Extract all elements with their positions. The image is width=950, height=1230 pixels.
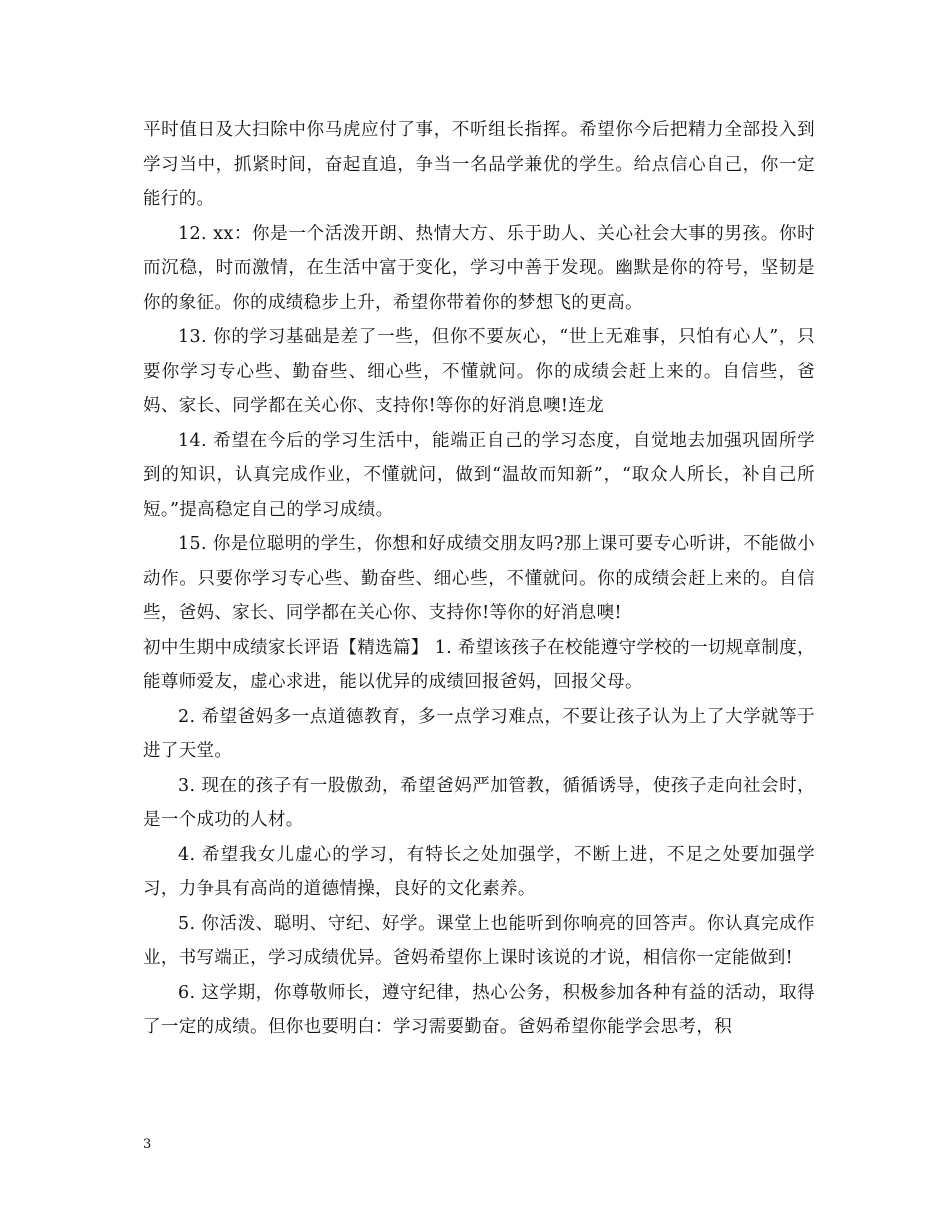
page-number: 3 [143,1137,152,1152]
section-heading: 初中生期中成绩家长评语【精选篇】 [143,637,429,658]
paragraph-12: 12. xx：你是一个活泼开朗、热情大方、乐于助人、关心社会大事的男孩。你时而沉稳，时而激情，在生活中富于变化，学习中善于发现。幽默是你的符号，坚韧是你的象征。你的成绩稳步上升，希望你带着你的梦想飞的更高。 [143,223,815,313]
paragraph-1-with-heading [143,631,815,700]
paragraph-1-text: 1. 希望该孩子在校能遵守学校的一切规章制度，能尊师爱友，虚心求进，能以优异的成绩回报爸妈，回报父母。 [143,637,815,692]
paragraph-13: 13. 你的学习基础是差了一些，但你不要灰心，“世上无难事，只怕有心人”，只要你学习专心些、勤奋些、细心些，不懂就问。你的成绩会赶上来的。自信些，爸妈、家长、同学都在关心你、支持你!等你的好消息噢!连龙 [143,327,815,416]
paragraph-4: 4. 希望我女儿虚心的学习，有特长之处加强学，不断上进，不足之处要加强学习，力争具有高尚的道德情操，良好的文化素养。 [143,844,815,899]
paragraph-continued: 平时值日及大扫除中你马虎应付了事，不听组长指挥。希望你今后把精力全部投入到学习当中，抓紧时间，奋起直追，争当一名品学兼优的学生。给点信心自己，你一定能行的。 [143,120,815,209]
paragraph-15: 15. 你是位聪明的学生，你想和好成绩交朋友吗?那上课可要专心听讲，不能做小动作。只要你学习专心些、勤奋些、细心些，不懂就问。你的成绩会赶上来的。自信些，爸妈、家长、同学都在关心你、支持你!等你的好消息噢! [143,534,815,623]
paragraph-2: 2. 希望爸妈多一点道德教育，多一点学习难点，不要让孩子认为上了大学就等于进了天堂。 [143,706,815,761]
paragraph-14: 14. 希望在今后的学习生活中，能端正自己的学习态度，自觉地去加强巩固所学到的知识，认真完成作业，不懂就问，做到“温故而知新”，“取众人所长，补自己所短。”提高稳定自己的学习成绩。 [143,430,815,520]
paragraph-3: 3. 现在的孩子有一股傲劲，希望爸妈严加管教，循循诱导，使孩子走向社会时，是一个成功的人材。 [143,775,815,830]
paragraph-6: 6. 这学期，你尊敬师长，遵守纪律，热心公务，积极参加各种有益的活动，取得了一定的成绩。但你也要明白：学习需要勤奋。爸妈希望你能学会思考，积 [143,982,815,1037]
document-body [143,113,815,1045]
paragraph-5: 5. 你活泼、聪明、守纪、好学。课堂上也能听到你响亮的回答声。你认真完成作业，书写端正，学习成绩优异。爸妈希望你上课时该说的才说，相信你一定能做到! [143,913,815,968]
